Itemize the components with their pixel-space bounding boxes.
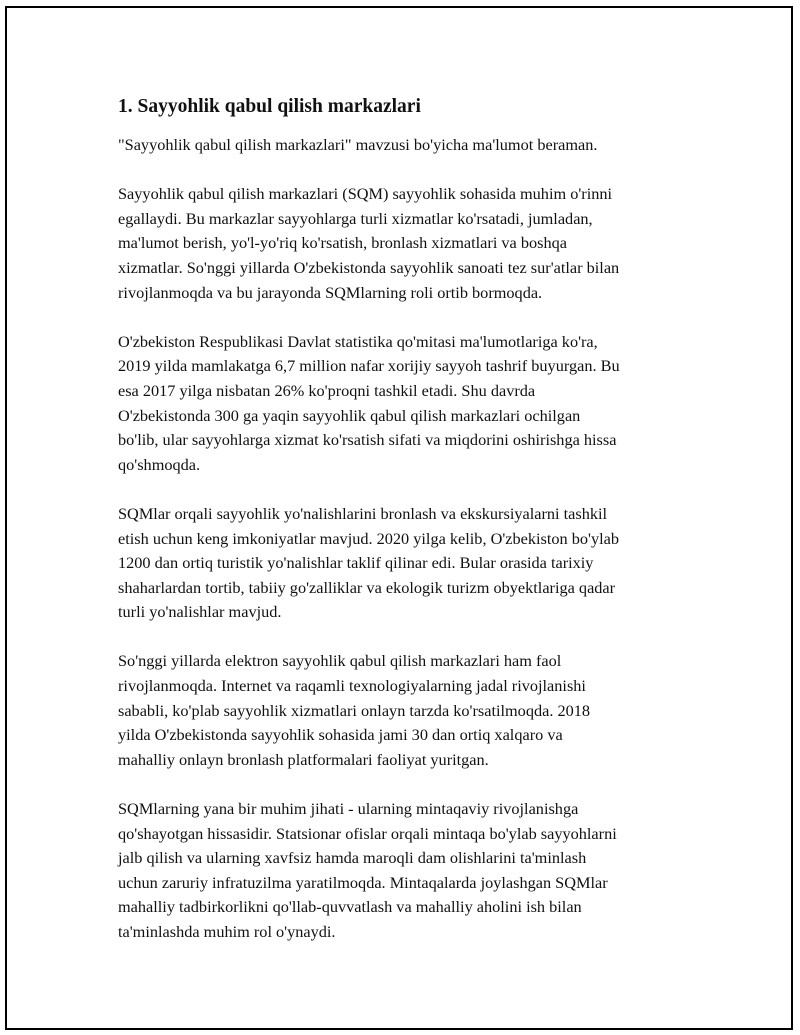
paragraph-line: "Sayyohlik qabul qilish markazlari" mavzusi bo'yicha ma'lumot beraman. — [118, 135, 598, 154]
paragraph-line: yilda O'zbekistonda sayyohlik sohasida jami 30 dan ortiq xalqaro va — [118, 725, 563, 745]
document-body — [118, 93, 698, 969]
paragraph-list — [118, 133, 698, 945]
paragraph-line: mahalliy tadbirkorlikni qo'llab-quvvatlash va mahalliy aholini ish bilan — [118, 897, 582, 917]
paragraph-line: egallaydi. Bu markazlar sayyohlarga turli xizmatlar ko'rsatadi, jumladan, — [118, 208, 593, 228]
paragraph-line: O'zbekistonda 300 ga yaqin sayyohlik qabul qilish markazlari ochilgan — [118, 405, 581, 425]
paragraph — [118, 133, 698, 158]
paragraph-line: rivojlanmoqda. Internet va raqamli texnologiyalarning jadal rivojlanishi — [118, 676, 586, 696]
paragraph-line: mahalliy onlayn bronlash platformalari faoliyat yuritgan. — [118, 749, 489, 769]
paragraph-line: turli yo'nalishlar mavjud. — [118, 602, 282, 622]
paragraph-line: shaharlardan tortib, tabiiy go'zalliklar va ekologik turizm obyektlariga qadar — [118, 577, 616, 597]
paragraph-line: sababli, ko'plab sayyohlik xizmatlari onlayn tarzda ko'rsatilmoqda. 2018 — [118, 700, 591, 720]
paragraph-line: qo'shmoqda. — [118, 454, 201, 474]
paragraph — [118, 502, 698, 625]
paragraph-line: bo'lib, ular sayyohlarga xizmat ko'rsatish sifati va miqdorini oshirishga hissa — [118, 430, 617, 450]
paragraph-line: So'nggi yillarda elektron sayyohlik qabul qilish markazlari ham faol — [118, 651, 562, 671]
paragraph — [118, 330, 698, 478]
paragraph-line: etish uchun keng imkoniyatlar mavjud. 2020 yilga kelib, O'zbekiston bo'ylab — [118, 528, 619, 548]
paragraph-line: O'zbekiston Respublikasi Davlat statistika qo'mitasi ma'lumotlariga ko'ra, — [118, 331, 598, 351]
paragraph-line: 2019 yilda mamlakatga 6,7 million nafar xorijiy sayyoh tashrif buyurgan. Bu — [118, 356, 620, 376]
paragraph-line: ta'minlashda muhim rol o'ynaydi. — [118, 922, 336, 941]
paragraph-line: Sayyohlik qabul qilish markazlari (SQM) sayyohlik sohasida muhim o'rinni — [118, 184, 613, 204]
paragraph-line: qo'shayotgan hissasidir. Statsionar ofislar orqali mintaqa bo'ylab sayyohlarni — [118, 823, 617, 843]
paragraph-line: xizmatlar. So'nggi yillarda O'zbekistonda sayyohlik sanoati tez sur'atlar bilan — [118, 257, 620, 277]
paragraph — [118, 182, 698, 305]
paragraph-line: uchun zaruriy infratuzilma yaratilmoqda. Mintaqalarda joylashgan SQMlar — [118, 872, 608, 892]
paragraph-line: SQMlarning yana bir muhim jihati - ularning mintaqaviy rivojlanishga — [118, 799, 579, 819]
paragraph-line: ma'lumot berish, yo'l-yo'riq ko'rsatish, bronlash xizmatlari va boshqa — [118, 233, 567, 253]
paragraph — [118, 649, 698, 772]
paragraph — [118, 797, 698, 945]
paragraph-line: rivojlanmoqda va bu jarayonda SQMlarning roli ortib bormoqda. — [118, 282, 543, 302]
paragraph-line: jalb qilish va ularning xavfsiz hamda maroqli dam olishlarini ta'minlash — [118, 848, 587, 868]
paragraph-line: 1200 dan ortiq turistik yo'nalishlar taklif qilinar edi. Bular orasida tarixiy — [118, 553, 594, 573]
section-heading: 1. Sayyohlik qabul qilish markazlari — [118, 96, 421, 117]
paragraph-line: esa 2017 yilga nisbatan 26% ko'proqni tashkil etadi. Shu davrda — [118, 380, 536, 400]
paragraph-line: SQMlar orqali sayyohlik yo'nalishlarini bronlash va ekskursiyalarni tashkil — [118, 503, 608, 523]
